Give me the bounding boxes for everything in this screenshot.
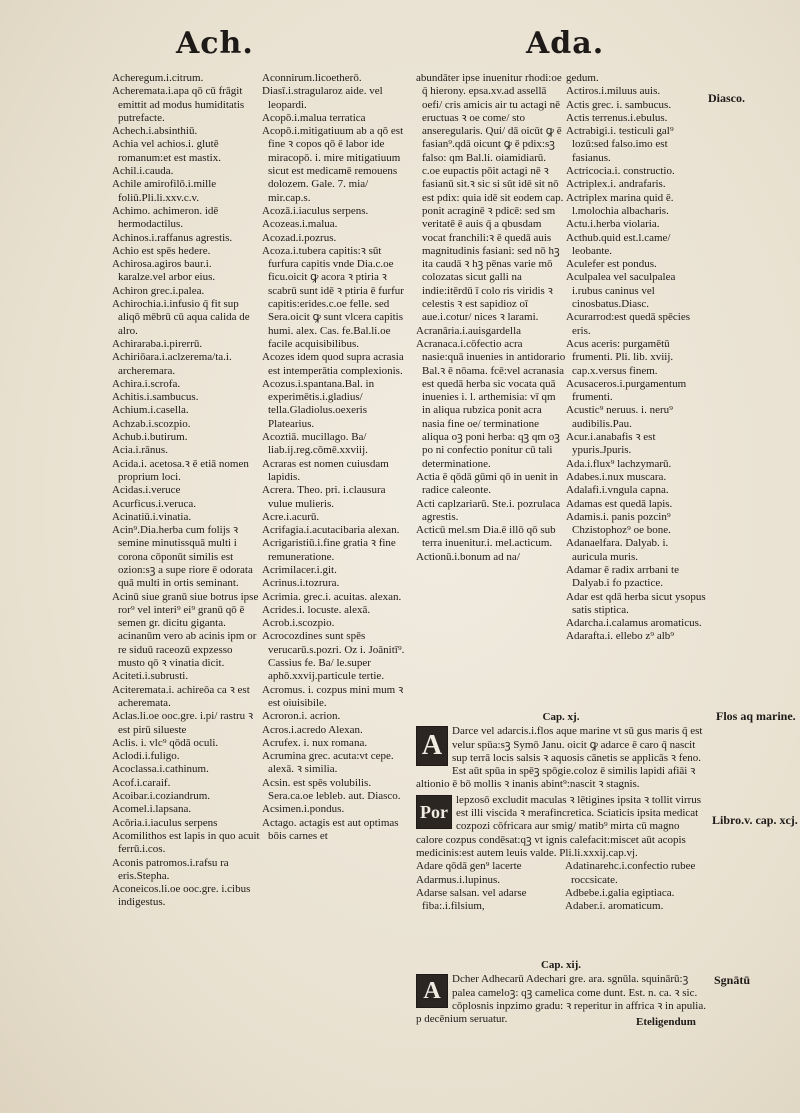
dictionary-entry: Adare qōdā gen⁹ lacerte — [416, 860, 522, 873]
dictionary-entry: Achinos.i.raffanus agrestis. — [112, 231, 233, 244]
dictionary-entry: Actia ē qōdā gūmi qō in uenit in radice caleonte. — [416, 470, 559, 497]
dictionary-entry: Achil.i.cauda. — [112, 165, 174, 178]
dictionary-entry: Ada.i.flux⁹ lachzymarū. — [566, 457, 672, 470]
dictionary-entry: Actago. actagis est aut optimas bōis carnes et — [262, 816, 399, 842]
dictionary-entry: Acrumina grec. acuta:vt cepe. alexā. ꝛ similia. — [262, 750, 394, 776]
dictionary-entry: Adamar ē radix arrbani te Dalyab.i fo pzactice. — [566, 563, 679, 590]
sub-entries — [416, 860, 706, 913]
running-head-right: Ada. — [526, 26, 605, 61]
dictionary-entry: Acrides.i. locuste. alexā. — [262, 603, 371, 616]
dictionary-entry: Acrufex. i. nux romana. — [262, 736, 368, 749]
adhe-text: Dcher Adhecarū Adechari gre. ara. sgnūla. squinārū:ꝫ palea cameloꝫ: qꝫ camelica come dunt. Est. n. ca. ꝛ sic. cōplosnis inpzimo gradu: ꝛ reperitur in affrica ꝛ in apulia. p decēnium seruatur. — [416, 973, 706, 1026]
dictionary-entry: Acrifagia.i.acutacibaria alexan. — [262, 524, 400, 537]
dictionary-entry: Acheregum.i.citrum. — [112, 72, 204, 84]
dictionary-entry: Achile amirofilō.i.mille foliū.Pli.li.xxv.c.v. — [112, 178, 217, 204]
dictionary-entry: Actriplex.i. andrafaris. — [566, 178, 666, 191]
dictionary-entry: Achimo. achimeron. idē hermodactilus. — [112, 204, 219, 231]
dictionary-entry: Acus aceris: purgamētū frumenti. Pli. lib. xviij. cap.x.versus finem. — [566, 337, 674, 377]
dictionary-entry: Acrigaristiū.i.fine gratia ꝛ fine remuneratione. — [262, 537, 396, 563]
dictionary-entry: Acopō.i.mitigatiuum ab a qō est fine ꝛ copos qō ē labor ide miracopō. i. mire mitigatiuum sicut est medicamē remouens dolozem. Gale. 7. mia/ mir.cap.s. — [262, 125, 404, 204]
dictionary-entry: Aconis patromos.i.rafsu ra eris.Stepha. — [112, 856, 229, 882]
column-4 — [566, 72, 706, 1072]
dictionary-entry: Achiriōara.i.aclzerema/ta.i. archeremara. — [112, 351, 232, 377]
dictionary-entry: Actriplex marina quid ē. l.molochia albacharis. — [566, 191, 674, 217]
margin-note-4: Sgnātū — [714, 973, 751, 987]
dictionary-entry: Acrera. Theo. pri. i.clausura vulue mulieris. — [262, 484, 386, 510]
margin-note-2: Flos aq marine. — [716, 709, 796, 723]
adarce-block — [416, 710, 706, 913]
dictionary-entry: Adarse salsan. vel adarse fiba:.i.filsium, — [416, 886, 527, 913]
dictionary-entry: gedum. — [566, 72, 599, 84]
por-paragraph — [416, 794, 706, 860]
dictionary-entry: Acsin. est spēs volubilis. Sera.ca.oe lebleb. aut. Diasco. — [262, 776, 401, 803]
dictionary-entry: Aculefer est pondus. — [566, 258, 657, 271]
margin-note-3: Libro.v. cap. xcj. — [712, 813, 798, 827]
dictionary-entry: Acoibar.i.coziandrum. — [112, 790, 211, 803]
dictionary-entry: Acranāria.i.auisgardella — [416, 324, 522, 337]
dictionary-entry: Achirosa.agiros baur.i. karalze.vel arbor eius. — [112, 258, 216, 284]
dictionary-entry: Achira.i.scrofa. — [112, 377, 181, 390]
dictionary-entry: Acurficus.i.veruca. — [112, 497, 196, 510]
dictionary-entry: Acidas.i.veruce — [112, 484, 181, 497]
chapter-heading-11: Cap. xj. — [542, 711, 580, 723]
dictionary-entry: Acozus.i.spantana.Bal. in experimētis.i.gladius/ tella.Gladiolus.oexeris Platearius. — [262, 377, 375, 430]
dictionary-entry: Achzab.i.scozpio. — [112, 417, 191, 430]
dictionary-entry: Actionū.i.bonum ad na/ — [416, 550, 520, 563]
dictionary-entry: Acrob.i.scozpio. — [262, 617, 335, 630]
dictionary-entry: Actrabigi.i. testiculi gal⁹ lozū:sed falso.imo est fasianus. — [566, 125, 674, 164]
sub-entries-right — [565, 860, 706, 913]
decorated-initial: A — [416, 726, 448, 766]
dictionary-entry: Achirochia.i.infusio q̄ fit sup aliqō mēbrū cū aqua calida de alro. — [112, 298, 250, 337]
column-2 — [262, 72, 412, 1072]
decorated-initial-por: Por — [416, 795, 452, 829]
dictionary-entry: Acroron.i. acrion. — [262, 710, 341, 723]
dictionary-entry: Acoclassa.i.cathinum. — [112, 763, 209, 776]
column-3 — [416, 72, 566, 1072]
dictionary-entry: Acoza.i.tubera capitis:ꝛ sūt furfura capitis vnde Dia.c.oe ficu.oicit ꝙ acora ꝛ ptiria ꝛ scabrū sunt idē ꝛ ptiria ē furfur capitis:erides.c.oe felle. sed Sera.oicit ꝙ sunt vlcera capitis humi. alex. Cas. fe.Bal.li.oe facile acquisibilibus. — [262, 244, 404, 350]
dictionary-entry: Acozes idem quod supra acrasia est intemperātia complexionis. — [262, 351, 404, 377]
dictionary-entry: Acheremata.i.apa qō cū frāgit emittit ad modus humiditatis putrefacte. — [112, 85, 245, 124]
dictionary-entry: Aclis. i. vlc⁹ qōdā oculi. — [112, 736, 219, 749]
dictionary-entry: Actu.i.herba violaria. — [566, 218, 660, 231]
dictionary-entry: Adar est qdā herba sicut ysopus satis stiptica. — [566, 590, 706, 616]
dictionary-entry: Acraras est nomen cuiusdam lapidis. — [262, 457, 389, 483]
dictionary-entry: Acrocozdines sunt spēs verucarū.s.pozri. Oz i. Joānitī⁹. Cassius fe. Ba/ le.super aphō.xxvij.particule tertie. — [262, 630, 405, 683]
dictionary-entry: Adarafta.i. ellebo z⁹ alb⁹ — [566, 630, 675, 643]
dictionary-entry: Achub.i.butirum. — [112, 431, 188, 444]
dictionary-entry: Acti caplzariarū. Ste.i. pozrulaca agrestis. — [416, 497, 561, 523]
dictionary-entry: Acinatiū.i.vinatia. — [112, 510, 192, 523]
dictionary-entry: Acromus. i. cozpus mini mum ꝛ est oiuisibile. — [262, 683, 404, 709]
dictionary-entry: Acozeas.i.malua. — [262, 218, 338, 231]
dictionary-entry: Achium.i.casella. — [112, 404, 189, 417]
dictionary-entry: Acof.i.caraif. — [112, 776, 171, 789]
dictionary-entry: Adarcha.i.calamus aromaticus. — [566, 617, 702, 630]
dictionary-entry: Adatinarehc.i.confectio rubee roccsicate. — [565, 860, 696, 886]
dictionary-entry: Acinū siue granū siue botrus ipse ror⁹ vel interi⁹ ei⁹ granū qō ē semen gr. dicitu giganta. acinanūm vero ab acinis ipm or re siduū raceozū expzesso musto qō ꝛ vinatia dicit. — [112, 590, 259, 670]
dictionary-entry: Acre.i.acurū. — [262, 510, 320, 523]
running-head-left: Ach. — [176, 26, 254, 61]
dictionary-entry: Aclodi.i.fuligo. — [112, 750, 180, 763]
dictionary-entry: Actis terrenus.i.ebulus. — [566, 111, 668, 124]
dictionary-entry: Achech.i.absinthiū. — [112, 125, 198, 138]
dictionary-entry: Aconeicos.li.oe ooc.gre. i.cibus indigestus. — [112, 883, 251, 909]
dictionary-entry: Achitis.i.sambucus. — [112, 391, 199, 404]
dictionary-entry: Actis grec. i. sambucus. — [566, 98, 672, 111]
dictionary-entry: Acustic⁹ neruus. i. neru⁹ audibilis.Pau. — [566, 404, 673, 430]
dictionary-entry: Acia.i.rānus. — [112, 444, 168, 457]
dictionary-entry: Adanaelfara. Dalyab. i. auricula muris. — [566, 537, 669, 563]
dictionary-entry: Aciteremata.i. achireōa ca ꝛ est acheremata. — [112, 683, 250, 709]
dictionary-entry: Acurarrod:est quedā spēcies eris. — [566, 311, 691, 337]
dictionary-entry: Acur.i.anabafis ꝛ est ypuris.Jpuris. — [566, 431, 656, 457]
sub-entries-left — [416, 860, 557, 913]
dictionary-entry: Aculpalea vel saculpalea i.rubus caninus vel cinosbatus.Diasc. — [566, 271, 676, 311]
dictionary-entry: Acozad.i.pozrus. — [262, 231, 337, 244]
dictionary-entry: Acrimilacer.i.git. — [262, 563, 337, 576]
dictionary-entry: Actricocia.i. constructio. — [566, 165, 675, 178]
dictionary-entry: Acrimia. grec.i. acuitas. alexan. — [262, 590, 402, 603]
dictionary-entry: Acticū mel.sm Dia.ē illō qō sub terra inuenitur.i. mel.acticum. — [416, 524, 556, 550]
catchword: Eteligendum — [636, 1016, 696, 1028]
dictionary-entry: Acopō.i.malua terratica — [262, 111, 366, 124]
dictionary-entry: Acranaca.i.cōfectio acra nasie:quā inuenies in antidorario Bal.ꝛ ē nōama. fcē:vel acranasia est quedā herba sic vocata quā inuenies i. l. arthemisia: vī qm in aliqua rubzica ponit acra nasia fine oe/ terminatione aliqua oꝫ poni herba: qꝫ qm oꝫ po ni confectio ponitur cū tali determinatione. — [416, 337, 566, 470]
dictionary-entry: Aconnirum.licoetherō. — [262, 72, 362, 84]
dictionary-entry: Adabes.i.nux muscara. — [566, 470, 667, 483]
dictionary-entry: Adalafi.i.vngula capna. — [566, 484, 669, 497]
decorated-initial-adhe: A — [416, 974, 448, 1008]
dictionary-entry: Acomilithos est lapis in quo acuit ferrū.i.cos. — [112, 829, 260, 856]
dictionary-entry: Acsimen.i.pondus. — [262, 803, 345, 816]
dictionary-entry: Aciteti.i.subrusti. — [112, 670, 189, 683]
dictionary-entry: Actiros.i.miluus auis. — [566, 85, 661, 98]
chapter-heading-12: Cap. xij. — [540, 959, 582, 971]
dictionary-entry: Achio est spēs hedere. — [112, 244, 211, 257]
dictionary-entry: Adamis.i. panis pozcin⁹ Chzistophoz⁹ oe bone. — [566, 510, 671, 537]
dictionary-entry: Adamas est quedā lapis. — [566, 497, 673, 510]
dictionary-entry: Acida.i. acetosa.ꝛ ē etiā nomen proprium loci. — [112, 457, 249, 483]
dictionary-entry: Acusaceros.i.purgamentum frumenti. — [566, 377, 687, 404]
adarce-text: Darce vel adarcis.i.flos aque marine vt sū gus maris q̄ est velur spūa:sꝫ Symō Janu. oicit ꝙ adarce ē caro q̄ nascit sup terrā locis salsis ꝛ aquosis cānetis se applicās ꝛ feno. Est aūt spūa in spēꝫ spōgie.coloz ē similis lapidi afiāi ꝛ altionio ē bō mollis ꝛ inanis abint⁹:nascit ꝛ stagnis. — [416, 725, 703, 791]
dictionary-entry: Acoztiā. mucillago. Ba/ liab.ij.reg.cōmē.xxviij. — [262, 431, 368, 457]
dictionary-entry: Achia vel achios.i. glutē romanum:et est mastix. — [112, 138, 221, 164]
column-1 — [112, 72, 262, 1072]
dictionary-entry: Acomel.i.lapsana. — [112, 803, 192, 816]
dictionary-entry: Adarmus.i.lupinus. — [416, 873, 501, 886]
dictionary-entry: Achiron grec.i.palea. — [112, 284, 205, 297]
por-text: lepzosō excludit maculas ꝛ lētigines ipsita ꝛ tollit virrus est illi viscida ꝛ merafincretica. Sciaticis ipsita medicat cozpozi cōfricara aur smig/ matib⁹ mirta cū magno calore cozpus condēsat:qꝫ vt ignis calefacit:miscet aūt acopis medicinis:est autem leuis valde. Pli.li.xxxij.cap.vj. — [416, 793, 702, 859]
adarce-paragraph — [416, 725, 706, 791]
dictionary-entry: Diasī.i.stragularoz aide. vel leopardi. — [262, 85, 383, 111]
dictionary-entry: Achiraraba.i.pirerrū. — [112, 337, 203, 350]
dictionary-entry: Adbebe.i.galia egiptiaca. — [565, 886, 675, 899]
dictionary-entry: Acrinus.i.tozrura. — [262, 577, 340, 590]
dictionary-entry: abundāter ipse inuenitur rhodi:oe q̄ hierony. epsa.xv.ad assellā oefi/ cris amicis air tu actagi nē eructuas ꝛ oe come/ sto anseregularis. Qui/ dā oicūt ꝙ ē fasian⁹.qdā oicunt ꝙ ē pdix:sꝫ falso: qm Bal.li. oiamidiarū. c.oe eupactis pōit actagi nē ꝛ fasianū sit.ꝛ sic si sūt idē sit nō est pdix: quia idē sit eodem cap. ponit acraginē ꝛ pdicē: sed sm veritatē ē auis q̄ a qbusdam vocat franchili:ꝛ ē quedā auis magnitudinis fasiani: sed nō hꝫ ita caudā ꝛ hꝫ pēnas varie mō colozatas sicut galli na indie:itērdū ī colo ris viridis ꝛ celestis ꝛ est sapidioz oī aue.i.cotur/ nices ꝛ larami. — [416, 72, 564, 324]
dictionary-entry: Acros.i.acredo Alexan. — [262, 723, 363, 736]
dictionary-entry: Adaber.i. aromaticum. — [565, 900, 664, 913]
dictionary-entry: Acozā.i.iaculus serpens. — [262, 204, 369, 217]
dictionary-entry: Acōria.i.iaculus serpens — [112, 816, 218, 829]
dictionary-entry: Aclas.li.oe ooc.gre. i.pi/ rastru ꝛ est pirū silueste — [112, 710, 254, 736]
dictionary-entry: Acin⁹.Dia.herba cum folijs ꝛ semine minutissquā multi i corona cōponūt similis est ozion:sꝫ a supe riore ē odorata quā multi in ortis seminant. — [112, 524, 253, 590]
dictionary-entry: Acthub.quid est.l.came/ leobante. — [566, 231, 671, 257]
margin-note-1: Diasco. — [708, 91, 745, 105]
